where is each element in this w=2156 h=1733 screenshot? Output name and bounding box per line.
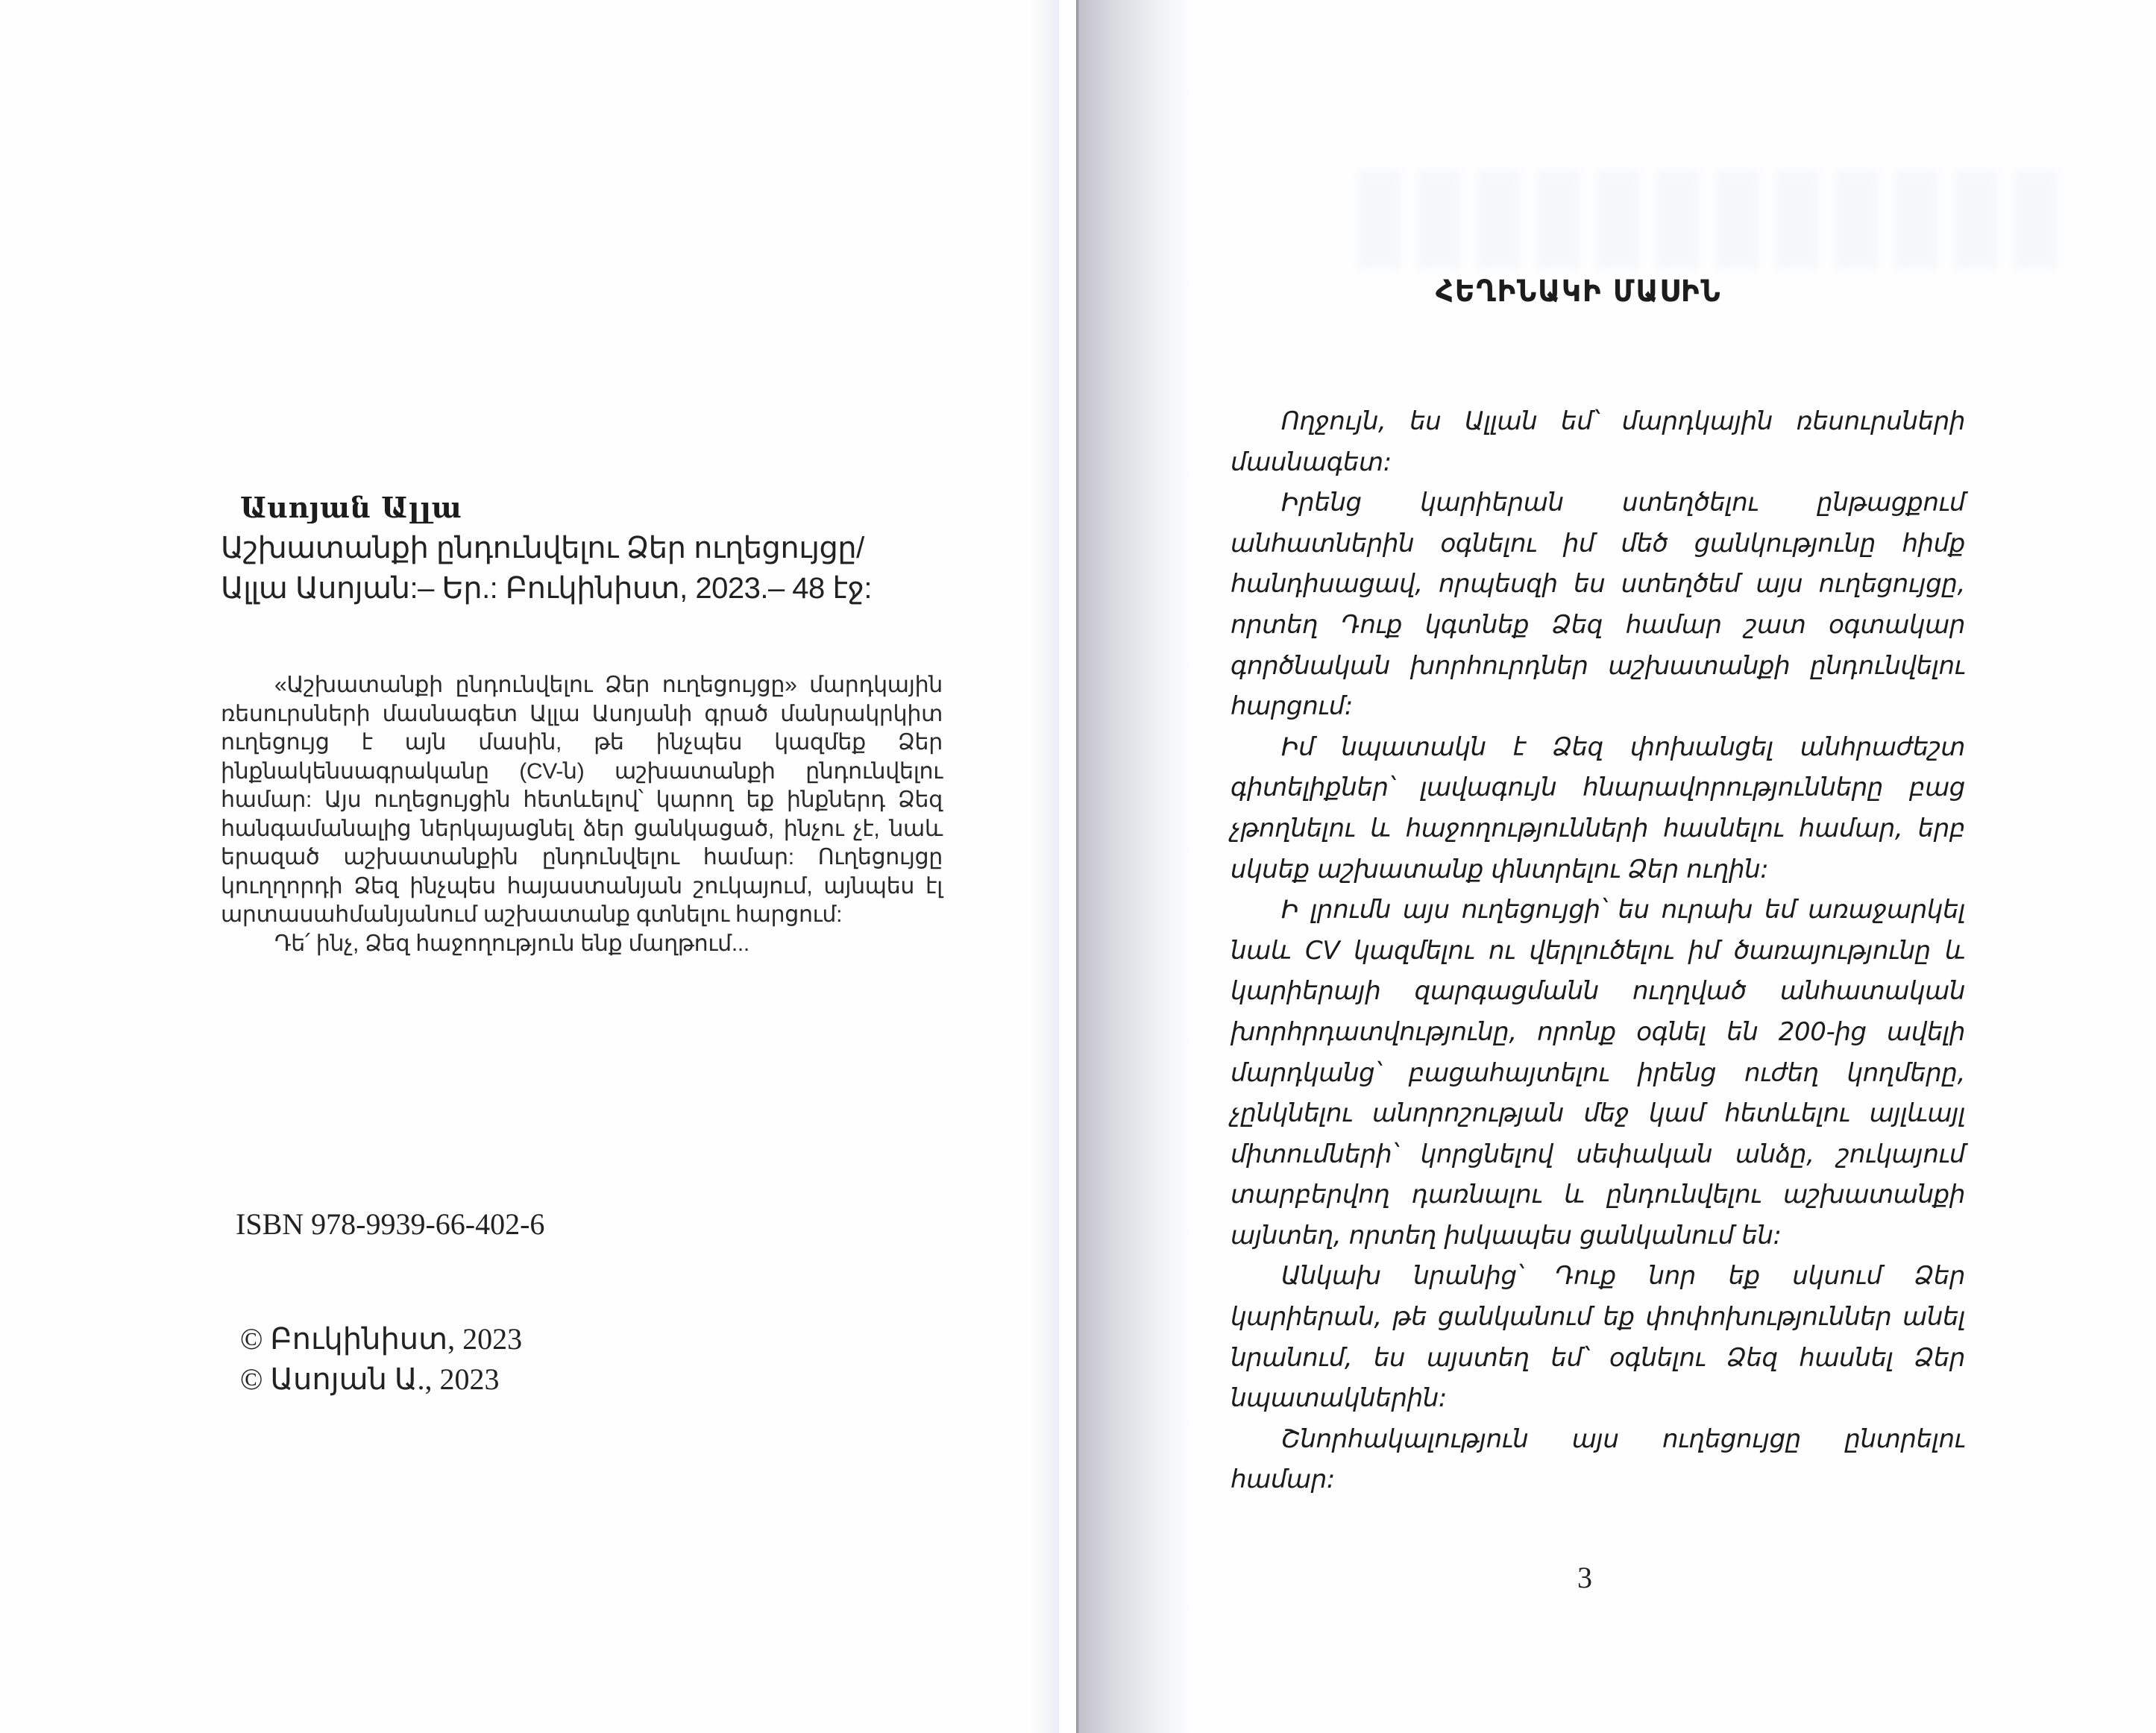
annotation-paragraph: «Աշխատանքի ընդունվելու Ձեր ուղեցույցը» մարդկային ռեսուրսների մասնագետ Ալլա Ասոյանի գրած մանրակրկիտ ուղեցույց է այն մասին, թե ինչպես կազմեք Ձեր ինքնակենսագրականը (CV-ն) աշխատանքի ընդունվելու համար: Այս ուղեցույցին հետևելով՝ կարող եք ինքներդ Ձեզ հանգամանալից ներկայացնել ձեր ցանկացած, ինչու չէ, նաև երազած աշխատանքին ընդունվելու համար: Ուղեցույցը կուղղորդի Ձեզ ինչպես հայաստանյան շուկայում, այնպես էլ արտասահմանյանում աշխատանք գտնելու հարցում: <box>221 673 943 927</box>
body-paragraph: Ի լրումն այս ուղեցույցի՝ ես ուրախ եմ առաջարկել նաև CV կազմելու ու վերլուծելու իմ ծառայությունը և կարիերայի զարգացմանն ուղղված անհատական խորհրդատվությունը, որոնք օգնել են 200-ից ավելի մարդկանց՝ բացահայտելու իրենց ուժեղ կողմերը, չընկնելու անորոշության մեջ կամ հետևելու այլևայլ միտումների՝ կորցնելով սեփական անձը, շուկայում տարբերվող դառնալու և ընդունվելու աշխատանքի այնտեղ, որտեղ իսկապես ցանկանում են: <box>1231 895 1965 1251</box>
catalog-author-heading: Ասոյան Ալլա <box>240 491 462 524</box>
gutter-shadow-right <box>1079 0 1191 1733</box>
copyright-publisher: © Բուկինիստ, 2023 <box>240 1322 523 1356</box>
body-paragraph: Իմ նպատակն է Ձեզ փոխանցել անհրաժեշտ գիտելիքներ՝ լավագույն հնարավորությունները բաց չթողնելու և հաջողությունների հասնելու համար, երբ սկսեք աշխատանք փնտրելու Ձեր ուղին: <box>1231 732 1965 884</box>
body-paragraph: Շնորհակալություն այս ուղեցույցը ընտրելու համար: <box>1231 1424 1965 1495</box>
body-paragraph: Անկախ նրանից՝ Դուք նոր եք սկսում Ձեր կարիերան, թե ցանկանում եք փոփոխություններ անել նրանում, ես այստեղ եմ՝ օգնելու Ձեզ հասնել Ձեր նպատակներին: <box>1231 1261 1965 1414</box>
isbn: ISBN 978-9939-66-402-6 <box>236 1207 545 1241</box>
catalog-imprint-line: Ալլա Ասոյան:– Եր.: Բուկինիստ, 2023.– 48 էջ: <box>221 572 873 605</box>
chapter-title: ՀԵՂԻՆԱԿԻ ՄԱՍԻՆ <box>1436 274 1722 309</box>
body-paragraph: Ողջույն, ես Ալլան եմ՝ մարդկային ռեսուրսների մասնագետ: <box>1231 406 1965 477</box>
catalog-title-line: Աշխատանքի ընդունվելու Ձեր ուղեցույցը/ <box>221 532 864 564</box>
copyright-author: © Ասոյան Ա., 2023 <box>240 1362 500 1396</box>
annotation-block <box>221 671 943 958</box>
body-paragraph: Իրենց կարիերան ստեղծելու ընթացքում անհատներին օգնելու իմ մեծ ցանկությունը հիմք հանդիսացավ, որպեսզի ես ստեղծեմ այս ուղեցույցը, որտեղ Դուք կգտնեք Ձեզ համար շատ օգտակար գործնական խորհուրդներ աշխատանքի ընդունվելու հարցում: <box>1231 488 1965 722</box>
page-number: 3 <box>1577 1561 1592 1594</box>
about-author-text <box>1231 401 1965 1500</box>
left-page-imprint <box>0 0 1059 1733</box>
annotation-closing: Դե՛ ինչ, Ձեզ հաջողություն ենք մաղթում... <box>274 931 749 956</box>
bleed-through-ghost <box>1357 172 2073 268</box>
